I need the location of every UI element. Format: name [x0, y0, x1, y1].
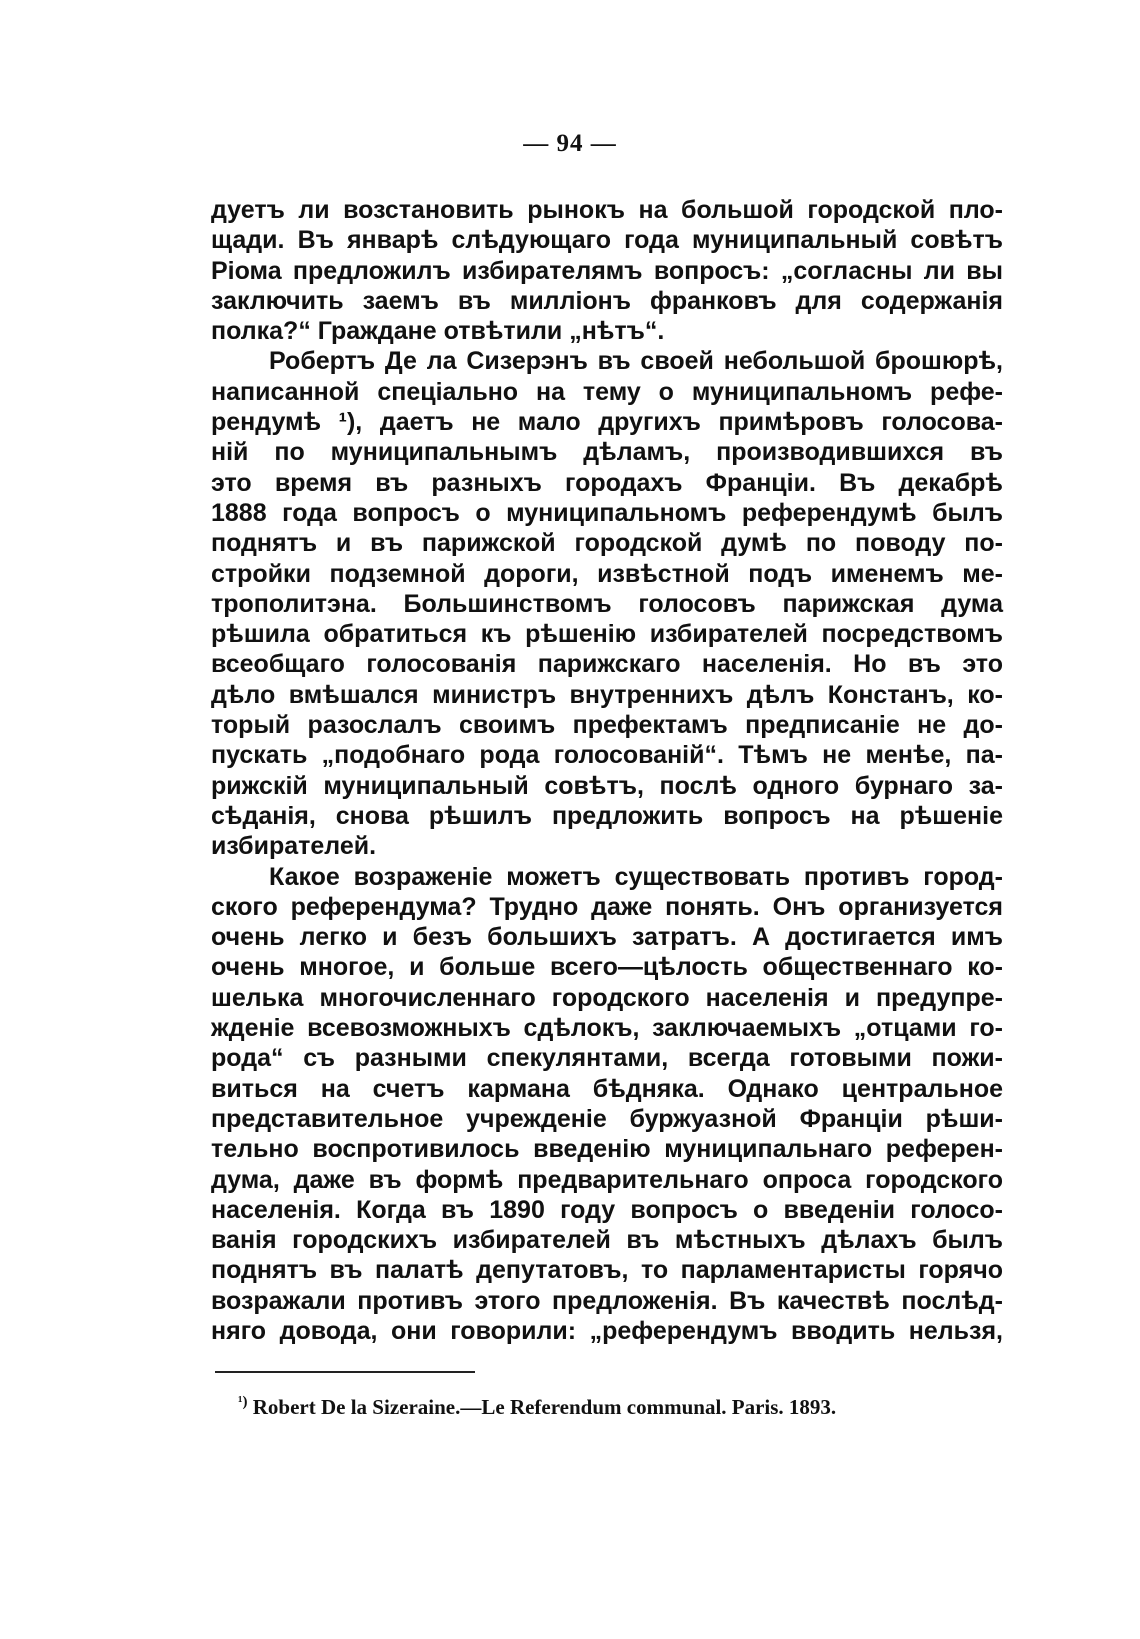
text-line: пускать „подобнаго рода голосованій“. Тѣмъ не менѣе, па- — [211, 741, 1003, 770]
text-line: жденіе всевозможныхъ сдѣлокъ, заключаемыхъ „отцами го- — [211, 1014, 1003, 1043]
text-line: очень многое, и больше всего—цѣлость общественнаго ко- — [211, 953, 1003, 982]
body-text — [211, 195, 1003, 1346]
page-number: — 94 — — [523, 130, 617, 157]
text-line: ванія городскихъ избирателей въ мѣстныхъ дѣлахъ былъ — [211, 1226, 1003, 1255]
text-line: 1888 года вопросъ о муниципальномъ референдумѣ былъ — [211, 498, 1003, 527]
text-line: поднятъ и въ парижской городской думѣ по поводу по- — [211, 529, 1003, 558]
text-line: ній по муниципальнымъ дѣламъ, производившихся въ — [211, 438, 1003, 467]
text-line: представительное учрежденіе буржуазной Франціи рѣши- — [211, 1104, 1003, 1133]
text-line: щади. Въ январѣ слѣдующаго года муниципальный совѣтъ — [211, 226, 1003, 255]
footnote — [238, 1395, 836, 1420]
text-line: стройки подземной дороги, извѣстной подъ именемъ ме- — [211, 559, 1003, 588]
text-line: возражали противъ этого предложенія. Въ качествѣ послѣд- — [211, 1286, 1003, 1315]
footnote-text: Robert De la Sizeraine.—Le Referendum communal. Paris. 1893. — [252, 1395, 837, 1419]
text-line: дуетъ ли возстановить рынокъ на большой городской пло- — [211, 196, 1003, 224]
text-line: рѣшила обратиться къ рѣшенію избирателей посредствомъ — [211, 620, 1003, 649]
text-line: всеобщаго голосованія парижскаго населенія. Но въ это — [211, 650, 1003, 679]
text-line: Робертъ Де ла Сизерэнъ въ своей небольшой брошюрѣ, — [269, 347, 1003, 376]
text-line: трополитэна. Большинствомъ голосовъ парижская дума — [211, 589, 1003, 618]
text-line: дѣло вмѣшался министръ внутреннихъ дѣлъ Констанъ, ко- — [211, 680, 1003, 709]
text-line: няго довода, они говорили: „референдумъ вводить нельзя, — [211, 1316, 1003, 1345]
text-line: написанной спеціально на тему о муниципальномъ рефе- — [211, 377, 1003, 406]
text-line: очень легко и безъ большихъ затратъ. А достигается имъ — [211, 923, 1003, 952]
text-line: заключить заемъ въ милліонъ франковъ для содержанія — [211, 286, 1003, 315]
text-line: ского референдума? Трудно даже понять. Онъ организуется — [211, 892, 1003, 921]
text-line: дума, даже въ формѣ предварительнаго опроса городского — [211, 1165, 1003, 1194]
text-line: рижскій муниципальный совѣтъ, послѣ одного бурнаго за- — [211, 771, 1003, 800]
text-line: торый разослалъ своимъ префектамъ предписаніе не до- — [211, 711, 1003, 740]
footnote-divider — [215, 1371, 475, 1373]
text-line: рендумѣ ¹), даетъ не мало другихъ примѣровъ голосова- — [211, 408, 1003, 437]
text-line: виться на счетъ кармана бѣдняка. Однако центральное — [211, 1074, 1003, 1103]
text-line: полка?“ Граждане отвѣтили „нѣтъ“. — [211, 317, 665, 346]
text-line: населенія. Когда въ 1890 году вопросъ о введеніи голосо- — [211, 1195, 1003, 1224]
text-line: сѣданія, снова рѣшилъ предложить вопросъ на рѣшеніе — [211, 801, 1003, 830]
text-line: Ріома предложилъ избирателямъ вопросъ: „согласны ли вы — [211, 256, 1003, 285]
text-line: поднятъ въ палатѣ депутатовъ, то парламентаристы горячо — [211, 1256, 1003, 1285]
text-line: рода“ съ разными спекулянтами, всегда готовыми пожи- — [211, 1044, 1003, 1073]
text-line: Какое возраженіе можетъ существовать противъ город- — [269, 862, 1003, 891]
text-line: тельно воспротивилось введенію муниципальнаго референ- — [211, 1135, 1003, 1164]
text-line: шелька многочисленнаго городского населенія и предупре- — [211, 983, 1003, 1012]
footnote-marker: ¹) — [238, 1394, 248, 1410]
text-line: избирателей. — [211, 832, 377, 861]
text-line: это время въ разныхъ городахъ Франціи. Въ декабрѣ — [211, 468, 1003, 497]
